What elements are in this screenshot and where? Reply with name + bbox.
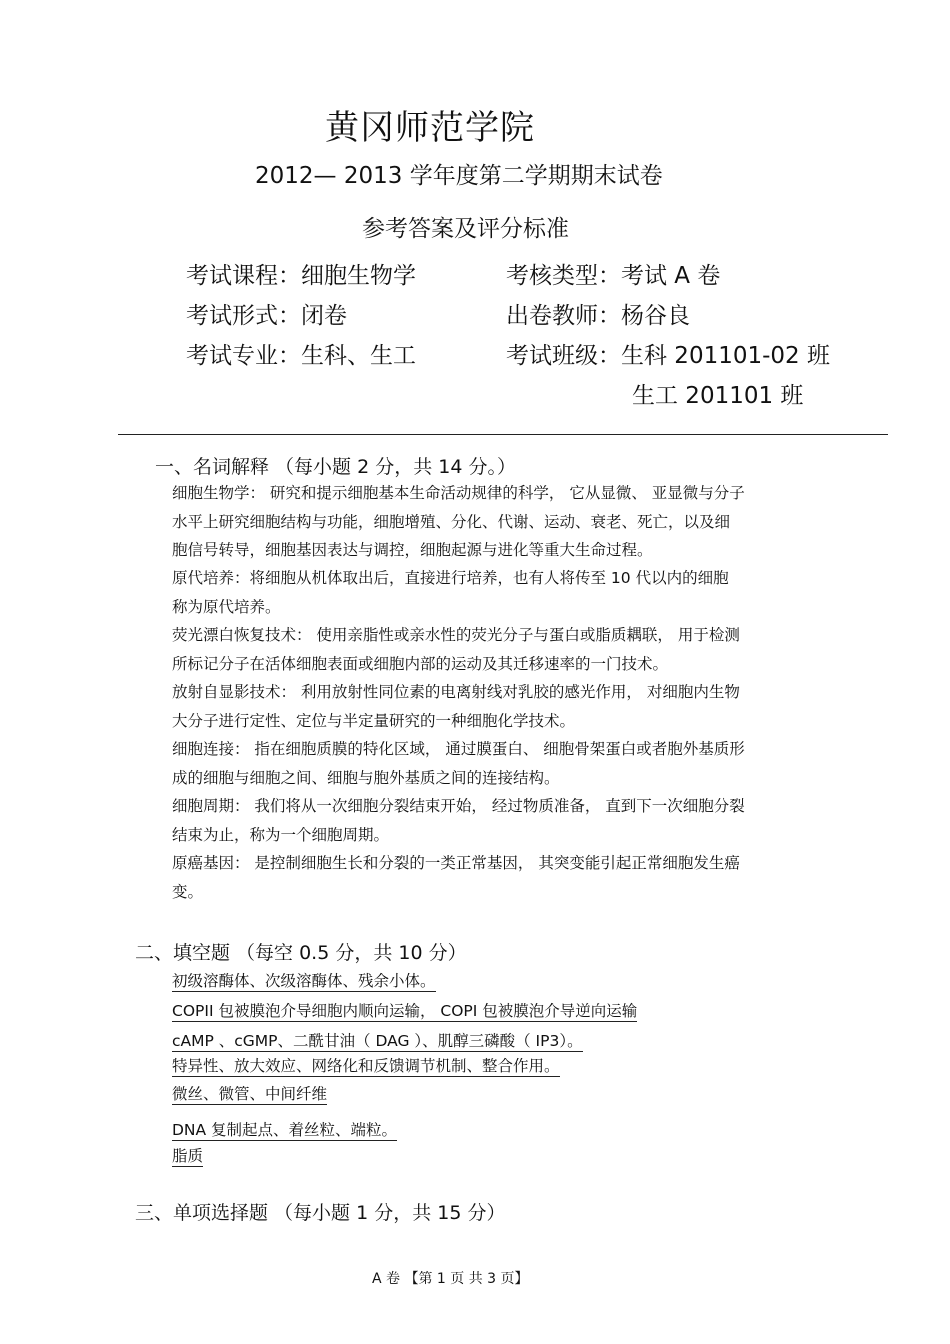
page-footer: A 卷 【第 1 页 共 3 页】	[372, 1271, 529, 1287]
section1-line: 大分子进行定性、定位与半定量研究的一种细胞化学技术。	[172, 712, 576, 730]
fill-answer-line	[172, 1029, 583, 1051]
section1-line: 放射自显影技术： 利用放射性同位素的电离射线对乳胶的感光作用， 对细胞内生物	[172, 683, 740, 701]
fill-answer-line	[172, 1082, 327, 1104]
info-teacher: 出卷教师：杨谷良	[506, 303, 690, 329]
info-type: 考核类型：考试 A 卷	[506, 263, 721, 289]
info-major: 考试专业：生科、生工	[186, 343, 416, 369]
fill-answer-line	[172, 1144, 203, 1166]
fill-answer-text: 脂质	[172, 1147, 204, 1165]
section1-line: 所标记分子在活体细胞表面或细胞内部的运动及其迁移速率的一门技术。	[172, 655, 669, 673]
section1-line: 原癌基因： 是控制细胞生长和分裂的一类正常基因， 其突变能引起正常细胞发生癌	[172, 854, 740, 872]
section1-line: 细胞周期： 我们将从一次细胞分裂结束开始， 经过物质准备， 直到下一次细胞分裂	[172, 797, 745, 815]
fill-answer-text: 微丝、微管、中间纤维	[172, 1085, 328, 1103]
section1-line: 原代培养：将细胞从机体取出后，直接进行培养，也有人将传至 10 代以内的细胞	[172, 569, 729, 587]
section1-line: 细胞连接： 指在细胞质膜的特化区域， 通过膜蛋白、 细胞骨架蛋白或者胞外基质形	[172, 740, 745, 758]
fill-answer-text: DNA 复制起点、着丝粒、端粒。	[172, 1121, 398, 1139]
fill-answer-text: COPII 包被膜泡介导细胞内顺向运输， COPI 包被膜泡介导逆向运输	[172, 1002, 638, 1020]
section1-line: 荧光漂白恢复技术： 使用亲脂性或亲水性的荧光分子与蛋白或脂质耦联， 用于检测	[172, 626, 740, 644]
section1-line: 水平上研究细胞结构与功能，细胞增殖、分化、代谢、运动、衰老、死亡，以及细	[172, 513, 731, 531]
section1-line: 胞信号转导，细胞基因表达与调控，细胞起源与进化等重大生命过程。	[172, 541, 653, 559]
header-divider	[118, 434, 888, 435]
school-name: 黄冈师范学院	[325, 108, 535, 148]
fill-answer-text: 初级溶酶体、次级溶酶体、残余小体。	[172, 972, 436, 990]
fill-answer-text: cAMP 、cGMP、二酰甘油（ DAG ）、肌醇三磷酸（ IP3）。	[172, 1032, 583, 1050]
fill-answer-line	[172, 1118, 397, 1140]
fill-answer-line	[172, 999, 637, 1021]
section1-line: 变。	[172, 883, 204, 901]
info-form: 考试形式：闭卷	[186, 303, 347, 329]
section1-heading: 一、名词解释 （每小题 2 分，共 14 分。）	[155, 456, 516, 478]
section1-line: 细胞生物学： 研究和提示细胞基本生命活动规律的科学， 它从显微、 亚显微与分子	[172, 484, 745, 502]
fill-answer-line	[172, 969, 436, 991]
fill-answer-line	[172, 1054, 560, 1076]
answer-title: 参考答案及评分标准	[362, 216, 569, 242]
info-course: 考试课程：细胞生物学	[186, 263, 416, 289]
section1-line: 成的细胞与细胞之间、细胞与胞外基质之间的连接结构。	[172, 769, 560, 787]
fill-answer-text: 特异性、放大效应、网络化和反馈调节机制、整合作用。	[172, 1057, 560, 1075]
exam-title: 2012— 2013 学年度第二学期期末试卷	[255, 163, 663, 189]
info-class1: 考试班级：生科 201101-02 班	[506, 343, 830, 369]
info-class2: 生工 201101 班	[632, 383, 804, 409]
section1-line: 称为原代培养。	[172, 598, 281, 616]
section3-heading: 三、单项选择题 （每小题 1 分，共 15 分）	[135, 1202, 506, 1224]
section2-heading: 二、填空题 （每空 0.5 分，共 10 分）	[135, 942, 467, 964]
section1-line: 结束为止，称为一个细胞周期。	[172, 826, 390, 844]
